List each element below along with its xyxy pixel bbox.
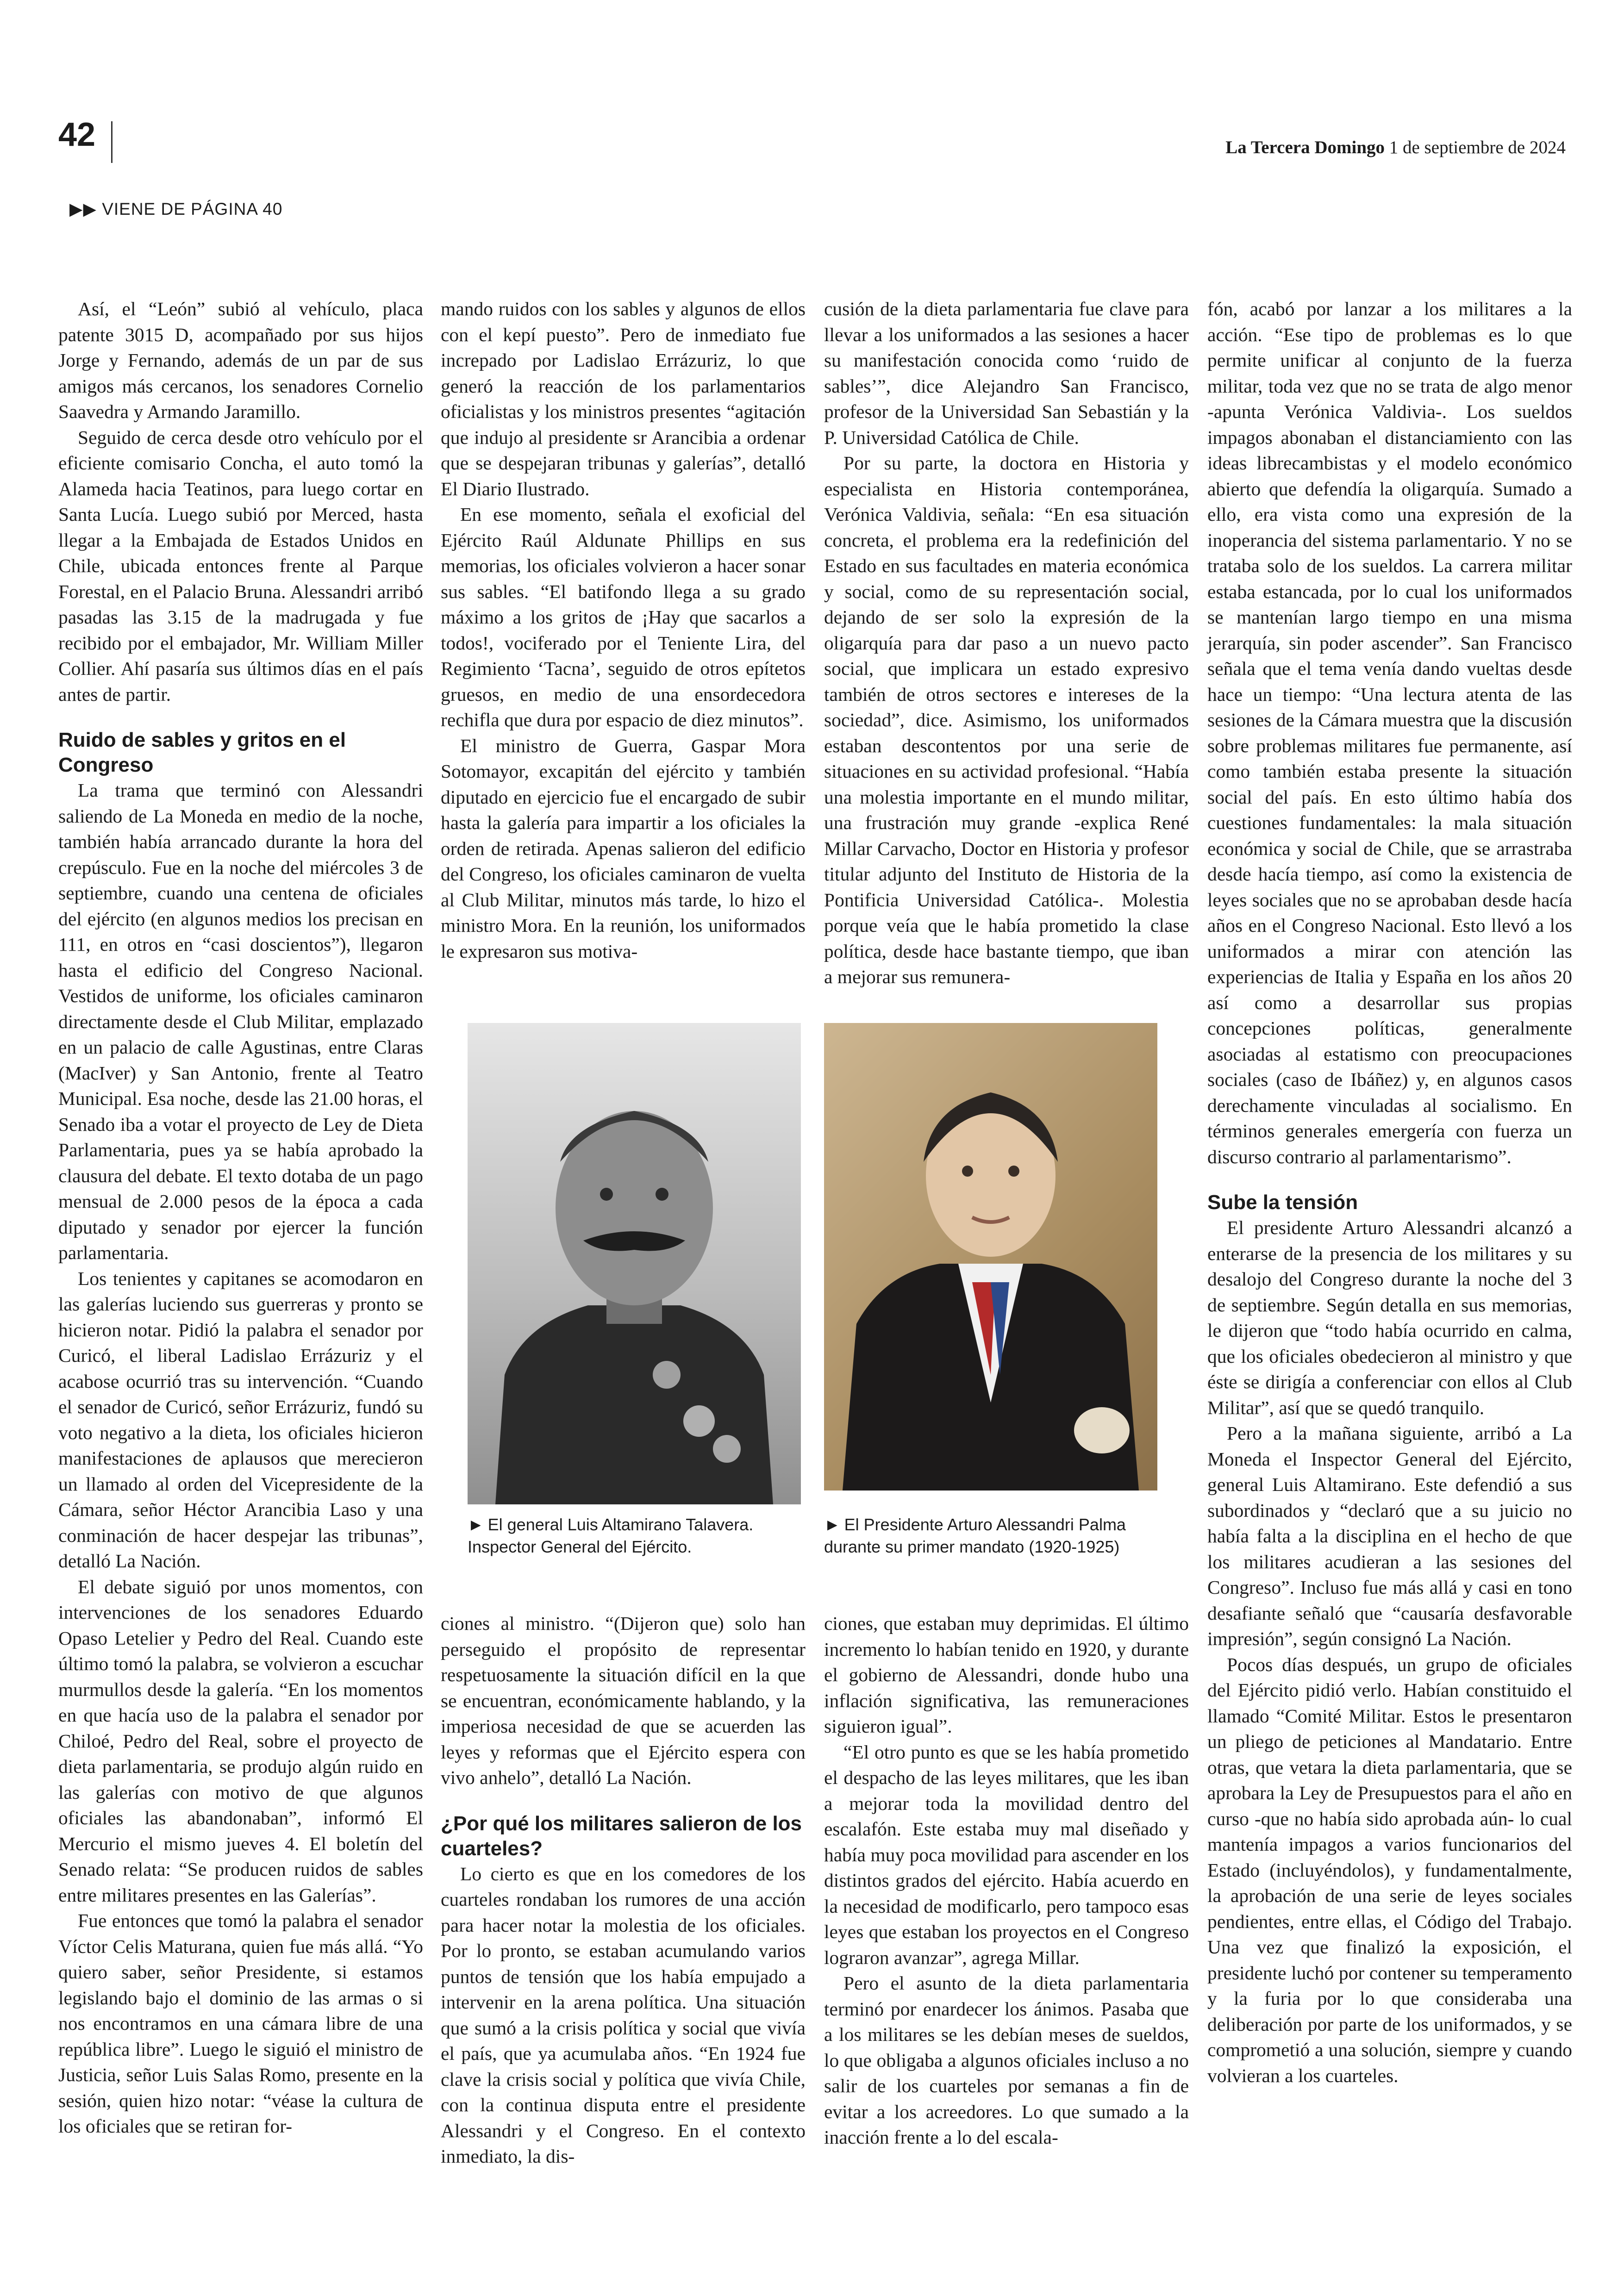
paragraph: mando ruidos con los sables y algunos de ellos con el kepí puesto”. Pero de inmediato fue increpado por Ladislao Errázuriz, lo que generó la reacción de los parlamentarios oficialistas y los ministros presentes “agitación que indujo al presidente sr Arancibia a ordenar que se despejaran tribunas y galerías”, detalló El Diario Ilustrado. (441, 298, 806, 499)
photo-caption-altamirano: ► El general Luis Altamirano Talavera. Inspector General del Ejército. (468, 1515, 754, 1556)
paragraph: Por su parte, la doctora en Historia y especialista en Historia contemporánea, Verónica Valdivia, señala: “En esa situación concreta, el problema era la redefinición del Estado en sus facultades en materia económica y social, como de su representación social, dejando de ser solo la expresión de la oligarquía para dar paso a un nuevo pacto social, que implicara un estado expresivo también de otros sectores e intereses de la sociedad”, dice. Asimismo, los uniformados estaban descontentos por una serie de situaciones en su actividad profesional. “Había una molestia importante en el mundo militar, una frustración muy grande -explica René Millar Carvacho, Doctor en Historia y profesor titular adjunto del Instituto de Historia de la Pontificia Universidad Católica-. Molestia porque veía que le había prometido la clase política, desde hace bastante tiempo, que iban a mejorar sus remunera- (824, 452, 1189, 987)
photo-caption-alessandri: ► El Presidente Arturo Alessandri Palma durante su primer mandato (1920-1925) (824, 1515, 1126, 1556)
masthead (1225, 137, 1566, 158)
section-heading: ¿Por qué los militares salieron de los cuarteles? (441, 1812, 802, 1860)
photo-altamirano (468, 1023, 801, 1504)
article-column-3-top (824, 296, 1189, 990)
caption-arrow-icon: ► (468, 1515, 484, 1534)
paragraph: “El otro punto es que se les había prometido el despacho de las leyes militares, que les iban a mejorar toda la movilidad dentro del escalafón. Este estaba muy mal diseñado y había muy poca movilidad para ascender en los distintos grados del ejército. Había acuerdo en la necesidad de modificarlo, pero tampoco esas leyes que estaban los proyectos en el Congreso lograron avanzar”, agrega Millar. (824, 1741, 1189, 1968)
article-column-2-top (441, 296, 806, 964)
header-divider (111, 121, 112, 163)
portrait-illustration (824, 1023, 1157, 1491)
paragraph: En ese momento, señala el exoficial del Ejército Raúl Aldunate Phillips en sus memorias, los oficiales volvieron a hacer sonar sus sables. “El batifondo llega a su grado máximo a los gritos de ¡Hay que sacarlos a todos!, vociferado por el Teniente Lira, del Regimiento ‘Tacna’, seguido de otros epítetos gruesos, en medio de una ensordecedora rechifla que dura por espacio de diez minutos”. (441, 504, 806, 730)
page-number: 42 (58, 116, 96, 153)
paragraph: El ministro de Guerra, Gaspar Mora Sotomayor, excapitán del ejército y también diputado en ejercicio fue el encargado de subir hasta la galería para impartir a los oficiales la orden de retirada. Apenas salieron del edificio del Congreso, los oficiales caminaron de vuelta al Club Militar, minutos más tarde, lo hizo el ministro Mora. En la reunión, los uniformados le expresaron sus motiva- (441, 735, 806, 962)
article-column-4 (1207, 296, 1572, 2089)
paragraph: ciones al ministro. “(Dijeron que) solo han perseguido el propósito de representar respetuosamente la situación difícil en la que se encuentran, económicamente hablando, y la imperiosa necesidad de que se acuerden las leyes y reformas que el Ejército espera con vivo anhelo”, detalló La Nación. (441, 1613, 806, 1788)
paragraph: Fue entonces que tomó la palabra el senador Víctor Celis Maturana, quien fue más allá. “Yo quiero saber, señor Presidente, si estamos legislando bajo el dominio de las armas o si nos encontramos en una cámara libre de una república libre”. Luego le siguió el ministro de Justicia, señor Luis Salas Romo, presente en la sesión, quien hizo notar: “véase la cultura de los oficiales que se retiran for- (58, 1910, 423, 2137)
paragraph: Pero el asunto de la dieta parlamentaria terminó por enardecer los ánimos. Pasaba que a los militares se les debían meses de sueldos, lo que obligaba a algunos oficiales incluso a no salir de los cuarteles por semanas a fin de evitar a los acreedores. Lo que sumado a la inacción frente a lo del escala- (824, 1972, 1189, 2148)
section-heading: Sube la tensión (1207, 1191, 1358, 1214)
paragraph: El debate siguió por unos momentos, con intervenciones de los senadores Eduardo Opaso Letelier y Pedro del Real. Cuando este último tomó la palabra, se volvieron a escuchar murmullos desde la galería. “En los momentos en que hacía uso de la palabra el senador por Chiloé, Pedro del Real, sobre el proyecto de dieta parlamentaria, se produjo algún ruido en las galerías con motivo de que algunos oficiales las abandonaban”, informó El Mercurio el mismo jueves 4. El boletín del Senado relata: “Se producen ruidos de sables entre militares presentes en las Galerías”. (58, 1576, 423, 1906)
article-column-3-bottom (824, 1611, 1189, 2151)
paragraph: fón, acabó por lanzar a los militares a la acción. “Ese tipo de problemas es lo que permite unificar al conjunto de la fuerza militar, toda vez que no se trata de algo menor -apunta Verónica Valdivia-. Los sueldos impagos abonaban el distanciamiento con las ideas librecambistas y el modelo económico abierto que defendía la oligarquía. Sumado a ello, era vista como una expresión de la inoperancia del sistema parlamentario. Y no se trataba solo de los sueldos. La carrera militar estaba estancada, por lo cual los uniformados se mantenían largo tiempo en una misma jerarquía, sin poder ascender”. San Francisco señala que el tema venía dando vueltas desde hace un tiempo: “Una lectura atenta de las sesiones de la Cámara muestra que la discusión sobre problemas militares fue permanente, así como también estaba presente la situación social del país. En esto último había dos cuestiones fundamentales: la mala situación económica y social de Chile, que se arrastraba desde hacía tiempo, así como la existencia de leyes sociales que no se aprobaban desde hacía años en el Congreso Nacional. Esto llevó a los uniformados a mirar con atención las experiencias de Italia y España en los años 20 así como a desarrollar sus propias concepciones políticas, generalmente asociadas al estatismo con preocupaciones sociales (caso de Ibáñez) y, en algunos casos derechamente vinculadas al socialismo. En términos generales emergería con fuerza un discurso contrario al parlamentarismo”. (1207, 298, 1572, 1167)
photo-alessandri (824, 1023, 1157, 1491)
publication-name: La Tercera Domingo (1225, 137, 1385, 157)
paragraph: Pocos días después, un grupo de oficiales del Ejército pidió verlo. Habían constituido el llamado “Comité Militar. Estos le presentaron un pliego de peticiones al Mandatario. Entre otras, que vetara la dieta parlamentaria, que se aprobara la Ley de Presupuestos para el año en curso -que no había sido aprobada aún- lo cual mantenía impagos a varios funcionarios del Estado (incluyéndolos), y fundamentalmente, la aprobación de una serie de leyes sociales pendientes, entre ellas, el Código del Trabajo. Una vez que finalizó la exposición, el presidente luchó por contener su temperamento y la furia por lo que consideraba una deliberación por parte de los uniformados, y se comprometió a una solución, siempre y cuando volvieran a los cuarteles. (1207, 1653, 1572, 2086)
publication-date: 1 de septiembre de 2024 (1389, 137, 1566, 157)
paragraph: ciones, que estaban muy deprimidas. El último incremento lo habían tenido en 1920, y durante el gobierno de Alessandri, donde hubo una inflación significativa, las remuneraciones siguieron igual”. (824, 1613, 1189, 1737)
paragraph: Pero a la mañana siguiente, arribó a La Moneda el Inspector General del Ejército, general Luis Altamirano. Este defendió a sus subordinados y “declaró que a su juicio no había falta a la disciplina en el hecho de que los militares acudieran a las sesiones del Congreso”. Incluso fue más allá y casi en tono desafiante señaló que “causaría desfavorable impresión”, según consignó La Nación. (1207, 1422, 1572, 1649)
paragraph: El presidente Arturo Alessandri alcanzó a enterarse de la presencia de los militares y su desalojo del Congreso durante la noche del 3 de septiembre. Según detalla en sus memorias, le dijeron que “todo había ocurrido en calma, que los oficiales obedecieron al ministro y que éste se dirigía a conferenciar con ellos al Club Militar”, así que se quedó tranquilo. (1207, 1217, 1572, 1418)
paragraph: Lo cierto es que en los comedores de los cuarteles rondaban los rumores de una acción para hacer notar la molestia de los oficiales. Por lo pronto, se estaban acumulando varios puntos de tensión que los había empujado a intervenir en la arena política. Una situación que sumó a la crisis política y social que vivía el país, que ya acumulaba años. “En 1924 fue clave la crisis social y política que vivía Chile, con la continua disputa entre el presidente Alessandri y el Congreso. En el contexto inmediato, la dis- (441, 1863, 806, 2167)
caption-arrow-icon: ► (824, 1515, 841, 1534)
paragraph: cusión de la dieta parlamentaria fue clave para llevar a los uniformados a las sesiones a hacer su manifestación conocida como ‘ruido de sables’”, dice Alejandro San Francisco, profesor de la Universidad San Sebastián y la P. Universidad Católica de Chile. (824, 298, 1189, 448)
portrait-illustration (468, 1023, 801, 1504)
article-column-2-bottom (441, 1611, 806, 2170)
paragraph: Así, el “León” subió al vehículo, placa patente 3015 D, acompañado por sus hijos Jorge y Fernando, además de un par de sus amigos más cercanos, los senadores Cornelio Saavedra y Armando Jaramillo. (58, 298, 423, 422)
article-column-1 (58, 296, 423, 2139)
paragraph: La trama que terminó con Alessandri saliendo de La Moneda en medio de la noche, también había arrancado durante la hora del crepúsculo. Fue en la noche del miércoles 3 de septiembre, cuando una centena de oficiales del ejército (en algunos medios los precisan en 111, en otros en “casi doscientos”), llegaron hasta el edificio del Congreso Nacional. Vestidos de uniforme, los oficiales caminaron directamente desde el Club Militar, emplazado en un palacio de calle Agustinas, entre Claras (MacIver) y San Antonio, frente al Teatro Municipal. Esa noche, desde las 21.00 horas, el Senado iba a votar el proyecto de Ley de Dieta Parlamentaria, pues ya se había aprobado la clausura del debate. El texto dotaba de un pago mensual de 2.000 pesos de la época a cada diputado y senador por ejercer la función parlamentaria. (58, 780, 423, 1263)
continued-from: ▶▶ VIENE DE PÁGINA 40 (69, 200, 283, 218)
paragraph: Seguido de cerca desde otro vehículo por el eficiente comisario Concha, el auto tomó la Alameda hacia Teatinos, para luego cortar en Santa Lucía. Luego subió por Merced, hasta llegar a la Embajada de Estados Unidos en Chile, ubicada entonces frente al Parque Forestal, en el Palacio Bruna. Alessandri arribó pasadas las 3.15 de la madrugada y fue recibido por el embajador, Mr. William Miller Collier. Ahí pasaría sus últimos días en el país antes de partir. (58, 426, 423, 705)
paragraph: Los tenientes y capitanes se acomodaron en las galerías luciendo sus guerreras y pronto se hicieron notar. Pidió la palabra el senador por Curicó, el liberal Ladislao Errázuriz y el acabose ocurrió tras su intervención. “Cuando el senador de Curicó, señor Errázuriz, fundó su voto negativo a la dieta, los oficiales hicieron manifestaciones de aplausos que merecieron un llamado al orden del Vicepresidente de la Cámara, señor Héctor Arancibia Laso y una conminación de hacer despejar las tribunas”, detalló La Nación. (58, 1267, 423, 1572)
section-heading: Ruido de sables y gritos en el Congreso (58, 729, 346, 776)
